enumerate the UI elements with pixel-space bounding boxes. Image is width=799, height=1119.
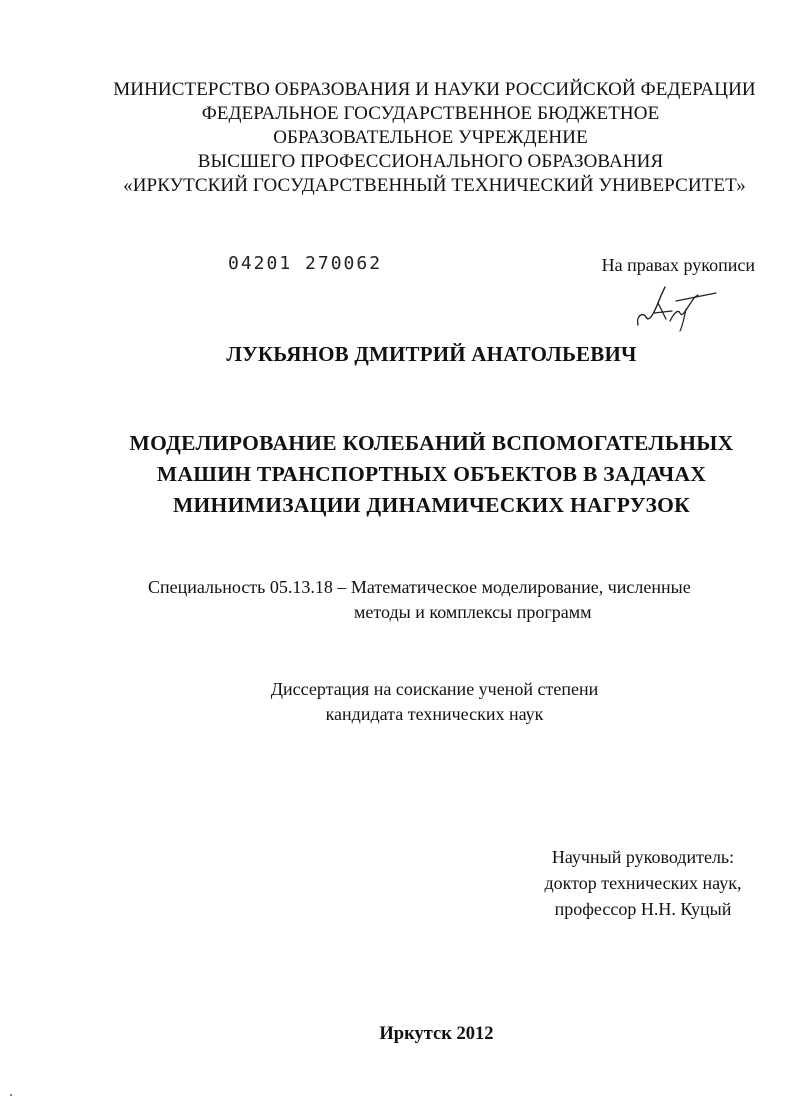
- manuscript-rights-note: На правах рукописи: [601, 255, 755, 275]
- header-line-federal: ФЕДЕРАЛЬНОЕ ГОСУДАРСТВЕННОЕ БЮДЖЕТНОЕ: [201, 103, 660, 124]
- title-line-1: МОДЕЛИРОВАНИЕ КОЛЕБАНИЙ ВСПОМОГАТЕЛЬНЫХ: [129, 431, 734, 455]
- title-line-2: МАШИН ТРАНСПОРТНЫХ ОБЪЕКТОВ В ЗАДАЧАХ: [156, 462, 707, 486]
- author-name-text: ЛУКЬЯНОВ ДМИТРИЙ АНАТОЛЬЕВИЧ: [226, 342, 637, 366]
- specialty-line-2: методы и комплексы программ: [354, 602, 592, 622]
- degree-line-2: кандидата технических наук: [325, 704, 544, 724]
- header-line-university: «ИРКУТСКИЙ ГОСУДАРСТВЕННЫЙ ТЕХНИЧЕСКИЙ УНИВЕРСИТЕТ»: [123, 175, 746, 196]
- supervisor-degree: доктор технических наук,: [544, 873, 742, 893]
- title-line-3: МИНИМИЗАЦИИ ДИНАМИЧЕСКИХ НАГРУЗОК: [172, 493, 691, 517]
- supervisor-label: Научный руководитель:: [551, 847, 735, 867]
- header-line-institution: ОБРАЗОВАТЕЛЬНОЕ УЧРЕЖДЕНИЕ: [273, 127, 588, 148]
- city-year: [0, 1024, 799, 1045]
- degree-line-1: Диссертация на соискание ученой степени: [270, 679, 599, 699]
- author-name: [0, 342, 799, 367]
- specialty-block: [148, 575, 691, 625]
- signature-icon: [632, 283, 718, 333]
- header-line-ministry: МИНИСТЕРСТВО ОБРАЗОВАНИЯ И НАУКИ РОССИЙСКОЙ ФЕДЕРАЦИИ: [113, 79, 756, 100]
- city-year-text: Иркутск 2012: [379, 1024, 494, 1044]
- degree-statement: [0, 677, 799, 727]
- specialty-line-1: Специальность 05.13.18 – Математическое моделирование, численные: [148, 577, 691, 597]
- scan-speck: [10, 1094, 12, 1096]
- registry-stamp: 04201 270062: [228, 253, 383, 274]
- dissertation-title: [0, 428, 799, 521]
- header-line-education: ВЫСШЕГО ПРОФЕССИОНАЛЬНОГО ОБРАЗОВАНИЯ: [197, 151, 664, 172]
- supervisor-block: [538, 844, 748, 922]
- institution-header: [0, 78, 799, 198]
- supervisor-name: профессор Н.Н. Куцый: [554, 899, 732, 919]
